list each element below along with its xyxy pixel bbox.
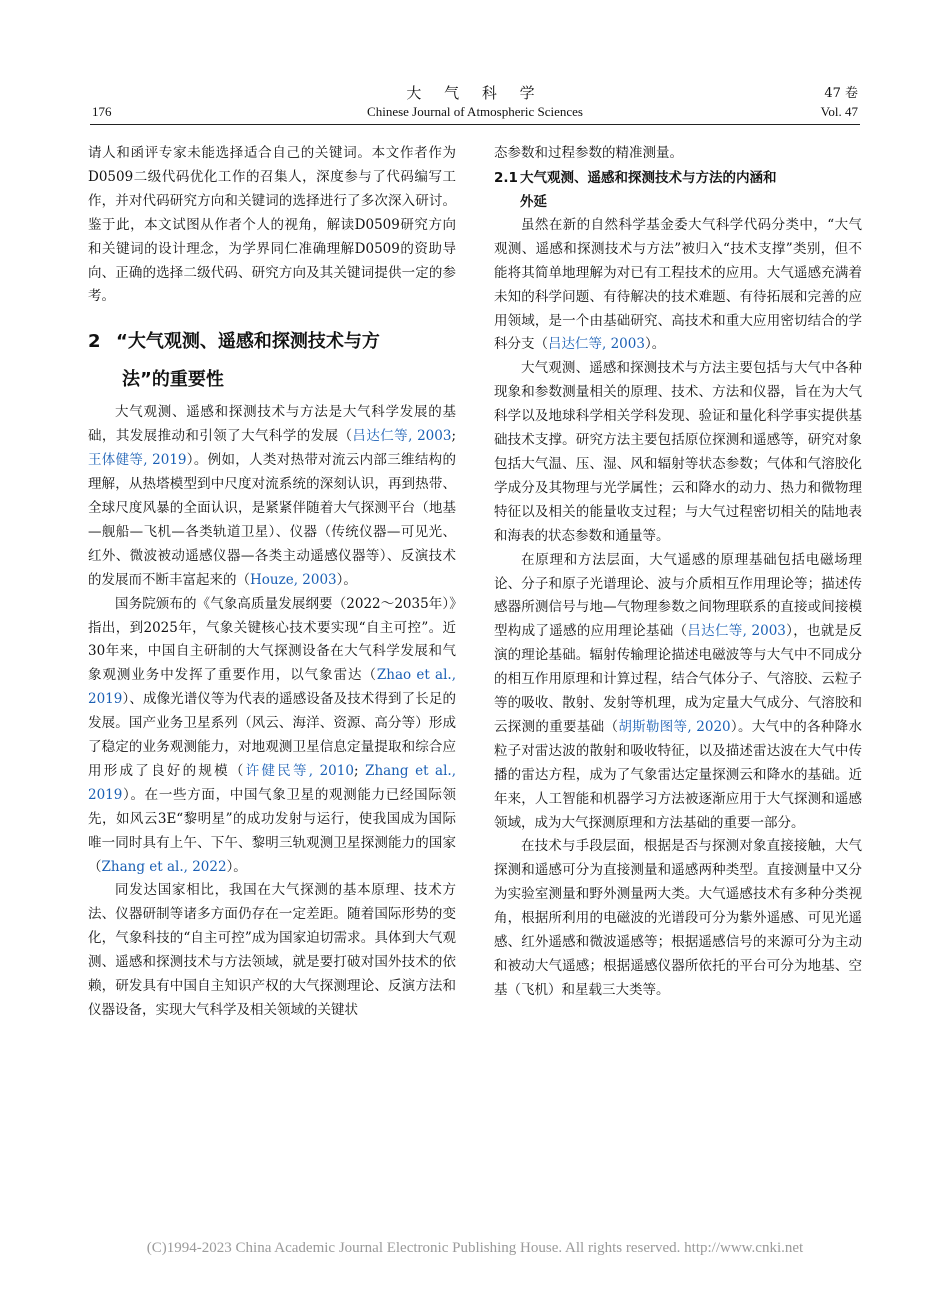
paragraph: 在技术与手段层面，根据是否与探测对象直接接触，大气探测和遥感可分为直接测量和遥感两种类型。直接测量中又分为实验室测量和野外测量两大类。大气遥感技术有多种分类视角，根据所利用的电磁波的光谱段可分为紫外遥感、可见光遥感、红外遥感和微波遥感等；根据遥感信号的来源可分为主动和被动大气遥感；根据遥感仪器所依托的平台可分为地基、空基（飞机）和星载三大类等。 bbox=[494, 838, 862, 998]
volume-cn: 47 卷 bbox=[824, 86, 858, 101]
subsection-title-line2: 外延 bbox=[520, 193, 547, 210]
paragraph: 大气观测、遥感和探测技术与方法主要包括与大气中各种现象和参数测量相关的原理、技术、方法和仪器，旨在为大气科学以及地球科学相关学科发现、验证和量化科学事实提供基础技术支撑。研究方法主要包括原位探测和遥感等，研究对象包括大气温、压、湿、风和辐射等状态参数；气体和气溶胶化学成分及其物理与光学属性；云和降水的动力、热力和微物理特征以及相关的能量收支过程；与大气过程密切相关的陆地表和海表的状态参数和通量等。 bbox=[494, 360, 862, 544]
header-divider bbox=[90, 124, 860, 125]
section-title-line2: 法”的重要性 bbox=[122, 369, 224, 391]
text-run: 虽然在新的自然科学基金委大气科学代码分类中，“大气观测、遥感和探测技术与方法”被归入“技术支撑”类别，但不能将其简单地理解为对已有工程技术的应用。大气遥感充满着未知的科学问题、有待解决的技术难题、有待拓展和完善的应用领域，是一个由基础研究、高技术和重大应用密切结合的学科分支（ bbox=[494, 216, 862, 353]
text-run: ）。 bbox=[644, 336, 666, 353]
text-run: 国务院颁布的《气象高质量发展纲要（2022～2035年）》指出，到2025年，气象关键核心技术要实现“自主可控”。近30年来，中国自主研制的大气探测设备在大气科学发展和气象观测业务中发挥了重要作用，以气象雷达（ bbox=[88, 595, 456, 684]
subsection-number: 2.1 bbox=[494, 169, 518, 186]
paragraph: 同发达国家相比，我国在大气探测的基本原理、技术方法、仪器研制等诸多方面仍存在一定差距。随着国际形势的变化，气象科技的“自主可控”成为国家迫切需求。具体到大气观测、遥感和探测技术与方法领域，就是要打破对国外技术的依赖，研发具有中国自主知识产权的大气探测理论、反演方法和仪器设备，实现大气科学及相关领域的关键状 bbox=[88, 882, 456, 1018]
subsection-title-line1: 大气观测、遥感和探测技术与方法的内涵和 bbox=[520, 169, 777, 186]
citation-link[interactable]: 王体健等, 2019 bbox=[88, 452, 187, 469]
citation-link[interactable]: Houze, 2003 bbox=[250, 571, 337, 588]
section-number: 2 bbox=[88, 331, 101, 353]
citation-link[interactable]: Zhao et al., 2019 bbox=[88, 667, 456, 708]
text-run: ）、成像光谱仪等为代表的遥感设备及技术得到了长足的发展。国产业务卫星系列（风云、海洋、资源、高分等）形成了稳定的业务观测能力，对地观测卫星信息定量提取和综合应用形成了良好的规模（ bbox=[88, 691, 456, 779]
copyright-footer: (C)1994-2023 China Academic Journal Electronic Publishing House. All rights reserved. http://www.cnki.net bbox=[146, 1240, 804, 1256]
citation-link[interactable]: 吕达仁等, 2003 bbox=[687, 623, 786, 640]
paragraph bbox=[494, 549, 862, 836]
citation-link[interactable]: Zhang et al., 2022 bbox=[101, 858, 227, 875]
text-run: ）。 bbox=[336, 571, 357, 588]
paragraph bbox=[88, 401, 456, 592]
subsection-2-1-heading bbox=[494, 166, 862, 214]
paragraph-intro-end: 请人和函评专家未能选择适合自己的关键词。本文作者作为D0509二级代码优化工作的召集人，深度参与了代码编写工作，并对代码研究方向和关键词的选择进行了多次深入研讨。鉴于此，本文试图从作者个人的视角，解读D0509研究方向和关键词的设计理念，为学界同仁准确理解D0509的资助导向、正确的选择二级代码、研究方向及其关键词提供一定的参考。 bbox=[88, 145, 456, 305]
citation-link[interactable]: 胡斯勒图等, 2020 bbox=[618, 718, 731, 735]
text-run: ; bbox=[353, 762, 366, 779]
text-run: 在原理和方法层面，大气遥感的原理基础包括电磁场理论、分子和原子光谱理论、波与介质相互作用理论等；描述传感器所测信号与地—气物理参数之间物理联系的直接或间接模型构成了遥感的应用理论基础（ bbox=[494, 551, 862, 640]
text-run: ），也就是反演的理论基础。辐射传输理论描述电磁波等与大气中不同成分的相互作用原理和计算过程，结合气体分子、气溶胶、云粒子等的吸收、散射、发射等机理，成为定量大气成分、气溶胶和云探测的重要基础（ bbox=[494, 623, 862, 735]
paragraph bbox=[494, 214, 862, 357]
volume-en: Vol. 47 bbox=[820, 104, 858, 119]
section-title-line1: “大气观测、遥感和探测技术与方 bbox=[116, 331, 380, 353]
section-2-heading bbox=[88, 323, 456, 399]
citation-link[interactable]: 吕达仁等, 2003 bbox=[352, 428, 452, 445]
text-run: ）。大气中的各种降水粒子对雷达波的散射和吸收特征，以及描述雷达波在大气中传播的雷达方程，成为了气象雷达定量探测云和降水的基础。近年来，人工智能和机器学习方法被逐渐应用于大气探测和遥感领域，成为大气探测原理和方法基础的重要一部分。 bbox=[494, 718, 862, 831]
left-column bbox=[88, 142, 456, 1023]
text-run: ）。例如，人类对热带对流云内部三维结构的理解，从热塔模型到中尺度对流系统的深刻认识，再到热带、全球尺度风暴的全面认识，是紧紧伴随着大气探测平台（地基—舰船—飞机—各类轨道卫星）、仪器（传统仪器—可见光、红外、微波被动遥感仪器—各类主动遥感仪器等）、反演技术的发展而不断丰富起来的（ bbox=[88, 452, 456, 588]
text-run: ）。在一些方面，中国气象卫星的观测能力已经国际领先，如风云3E“黎明星”的成功发射与运行，使我国成为国际唯一同时具有上午、下午、黎明三轨观测卫星探测能力的国家（ bbox=[88, 786, 456, 875]
paragraph bbox=[88, 593, 456, 880]
citation-link[interactable]: 许健民等, 2010 bbox=[245, 762, 354, 779]
paragraph-continued: 态参数和过程参数的精准测量。 bbox=[494, 145, 683, 161]
citation-link[interactable]: 吕达仁等, 2003 bbox=[548, 336, 645, 353]
text-run: ; bbox=[451, 428, 456, 445]
text-run: ）。 bbox=[226, 858, 247, 875]
text-run: 大气观测、遥感和探测技术与方法是大气科学发展的基础，其发展推动和引领了大气科学的发展（ bbox=[88, 404, 456, 445]
journal-title-cn: 大 气 科 学 bbox=[406, 84, 544, 102]
journal-title-en: Chinese Journal of Atmospheric Sciences bbox=[367, 104, 583, 119]
right-column bbox=[494, 142, 862, 1003]
citation-link[interactable]: Zhang et al., 2019 bbox=[88, 762, 457, 803]
page-number: 176 bbox=[92, 104, 112, 119]
